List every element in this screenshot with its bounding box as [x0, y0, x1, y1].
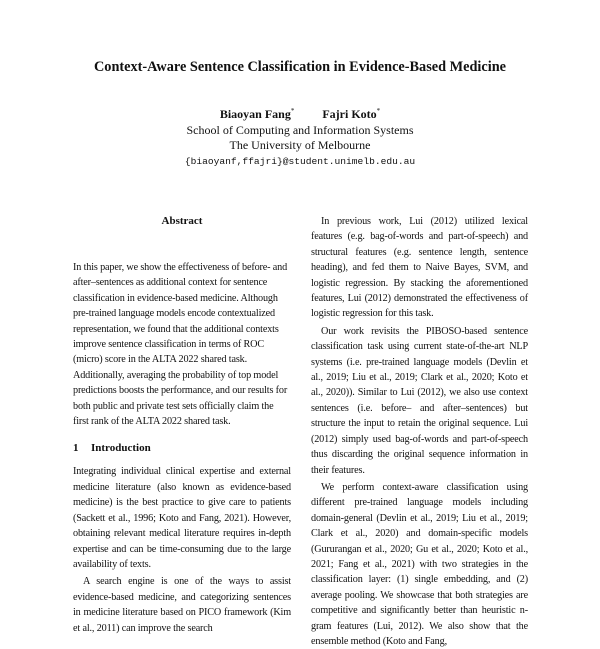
right-paragraph-1: In previous work, Lui (2012) utilized lexical features (e.g. bag-of-words and part-of-speech) and structural features (e.g. sentence length, sentence heading), and fed them to Naive Bayes, SVM, and logistic regression. By stacking the aforementioned features, Lui (2012) demonstrated the effectiveness of logistic regression for this task. — [311, 216, 528, 320]
email: {biaoyanf,ffajri}@student.unimelb.edu.au — [184, 155, 416, 167]
section-title: Introduction — [91, 442, 151, 455]
author-2: Fajri Koto — [322, 107, 377, 121]
right-paragraph-3: We perform context-aware classification using different pre-trained language models including domain-general (Devlin et al., 2019; Liu et al., 2019; Clark et al., 2020) and domain-specific models (Gururangan et al., 2020; Gu et al., 2020; Koto et al., 2021; Fang et al., 2021) with two strategies in the classification layer: (1) single embedding, and (2) average pooling. We showcase that both strategies are competitive and significantly better than heuristic n-gram features (Lui, 2012). We also show that the ensemble method (Koto and Fang, — [311, 481, 528, 647]
author-1: Biaoyan Fang — [219, 107, 291, 121]
abstract-heading: Abstract — [161, 215, 203, 227]
university: The University of Melbourne — [229, 138, 371, 152]
affiliation: School of Computing and Information Systems — [186, 122, 414, 137]
intro-paragraph-1: Integrating individual clinical expertise and external medicine literature (also known as evidence-based medicine) is the best practice to give care to patients (Sackett et al., 1996; Koto and Fang, 2021). However, obtaining relevant medical literature requires in-depth expertise and can be time-consuming due to the large availability of texts. — [73, 466, 291, 570]
author-block — [0, 104, 600, 169]
abstract-text: In this paper, we show the effectiveness of before- and after–sentences as additional context for sentence classification in evidence-based medicine. Although pre-trained language models encode contextualized representation, we found that the additional contexts improve sentence classification in terms of ROC (micro) score in the ALTA 2022 shared task. Additionally, averaging the probability of top model predictions boosts the performance, and our results for both public and private test sets officially claim the first rank of the ALTA 2022 shared task. — [73, 262, 288, 428]
left-column — [73, 214, 291, 636]
section-number: 1 — [73, 442, 79, 455]
paper-title: Context-Aware Sentence Classification in Evidence-Based Medicine — [93, 59, 507, 75]
right-column — [311, 214, 528, 649]
right-paragraph-2: Our work revisits the PIBOSO-based sentence classification task using current state-of-the-art NLP systems (i.e. pre-trained language models (Devlin et al., 2019; Liu et al., 2019; Clark et al., 2020; Koto et al., 2020)). Similar to Lui (2012), we also use context sentences (i.e. before– and after–sentences) but structure the input to retain the original sequence. Lui (2012) simply used bag-of-words and part-of-speech thus discarding the original sequence information in their features. — [311, 325, 528, 476]
intro-paragraph-2: A search engine is one of the ways to assist evidence-based medicine, and categorizing sentences in medicine literature based on PICO framework (Kim et al., 2011) can improve the search — [73, 576, 291, 634]
affil-mark-1: * — [290, 107, 295, 115]
author-names — [0, 104, 600, 123]
affil-mark-2: * — [376, 107, 381, 115]
section-heading-introduction — [73, 441, 291, 456]
